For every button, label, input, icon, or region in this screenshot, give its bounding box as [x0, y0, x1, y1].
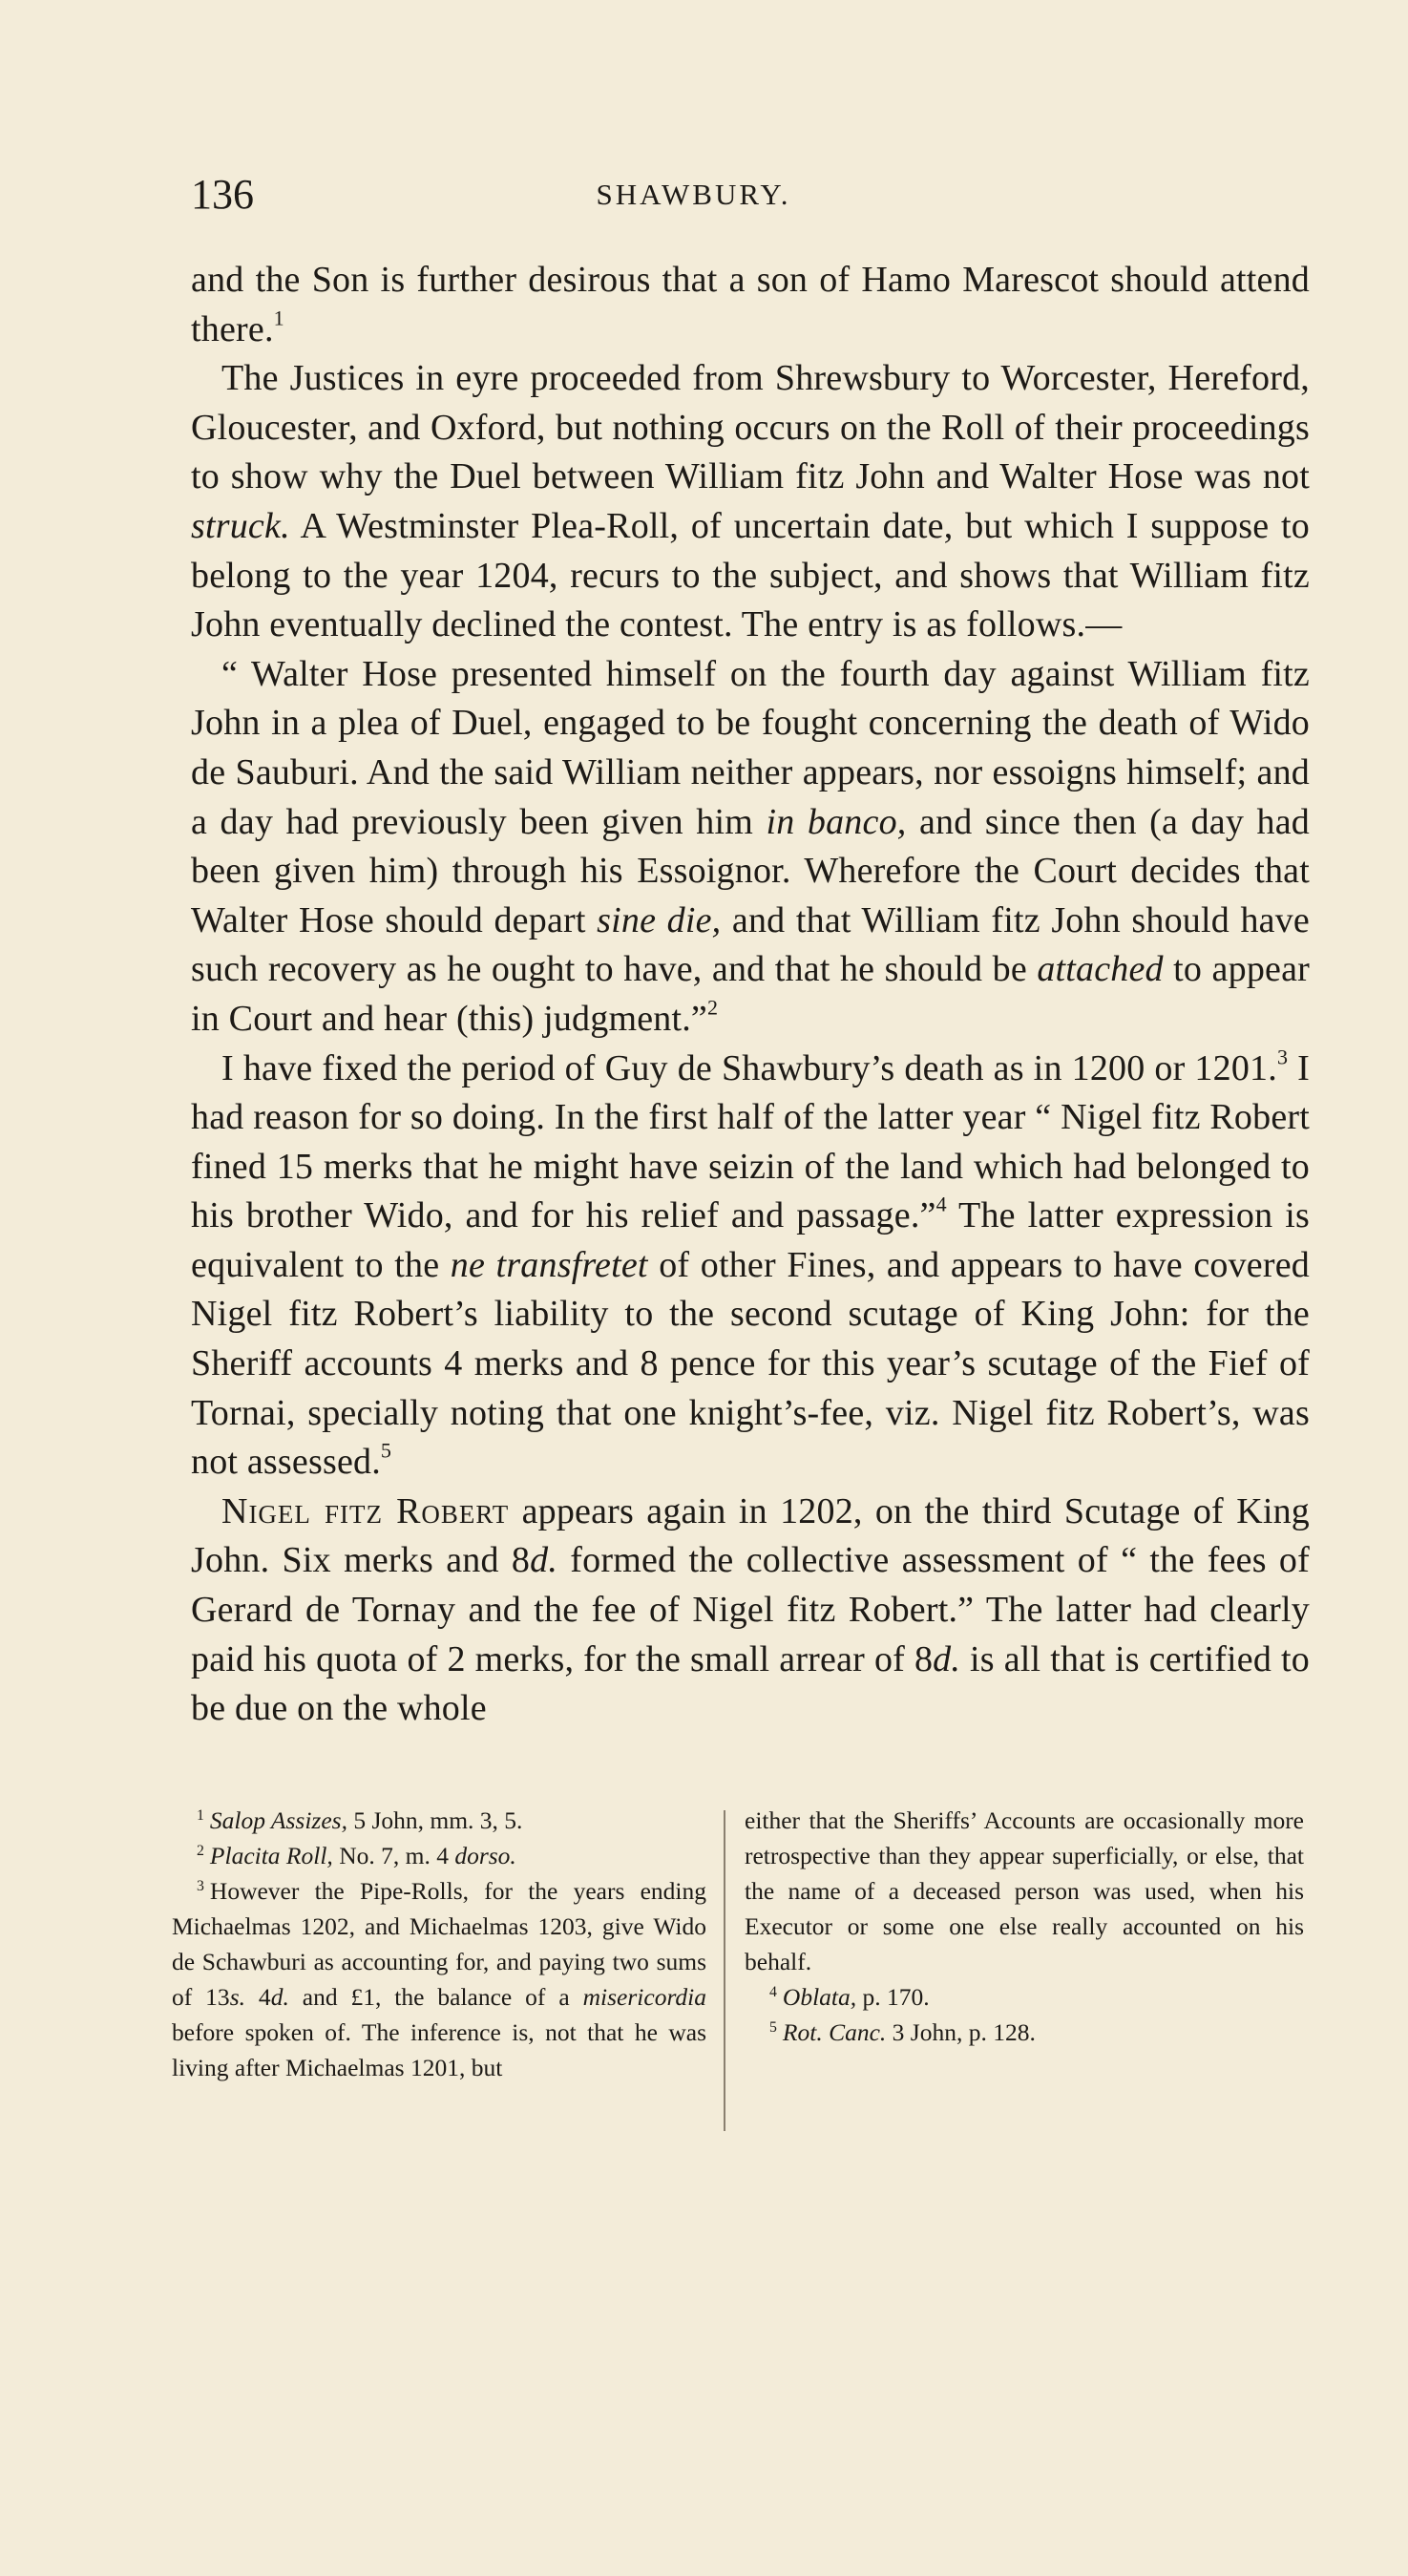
footnote-reference: 2 — [707, 995, 719, 1020]
footnote-4 — [745, 1979, 1304, 2015]
footnote-reference: 3 — [1276, 1044, 1289, 1068]
footnote-text — [783, 1983, 930, 2011]
italic-run: Placita Roll, — [209, 1842, 333, 1869]
footnote-marker: 1 — [197, 1806, 204, 1824]
footnote-text — [172, 1877, 706, 2081]
italic-run: d. — [933, 1638, 961, 1679]
italic-run: Rot. Canc. — [782, 2018, 887, 2046]
page-number: 136 — [191, 171, 254, 218]
text-run: The latter expression is equivalent to the — [191, 1195, 1310, 1285]
text-run: and that William fitz John should have such recovery as he ought to have, and that he should be — [191, 899, 1310, 990]
footnote-marker: 3 — [197, 1877, 204, 1894]
footnote-marker: 4 — [769, 1983, 777, 2000]
text-run: I have fixed the period of Guy de Shawbury’s death as in 1200 or 1201. — [221, 1047, 1277, 1088]
paragraph-5 — [191, 1488, 1310, 1734]
italic-run: in banco, — [766, 801, 907, 842]
text-run: of other Fines, and appears to have covered Nigel fitz Robert’s liability to the second scutage of King John: for the Sheriff accounts 4 merks and 8 pence for this year’s scutage of the Fief of Tornai, specially noting that one knight’s-fee, viz. Nigel fitz Robert’s, was not assessed. — [191, 1244, 1310, 1483]
running-title: SHAWBURY. — [596, 178, 791, 211]
italic-run: d. — [270, 1983, 289, 2011]
small-caps-run: Nigel fitz Robert — [221, 1490, 510, 1531]
text-run: is all that is certified to be due on the whole — [191, 1638, 1310, 1729]
column-divider — [724, 1810, 725, 2131]
italic-run: s. — [229, 1983, 245, 2011]
text-run: formed the collective assessment of “ the fees of Gerard de Tornay and the fee of Nigel fitz Robert.” The latter had clearly paid his quota of 2 merks, for the small arrear of 8 — [191, 1540, 1310, 1679]
text-run: and £1, the balance of a — [288, 1983, 583, 2011]
footnotes-right-column — [745, 1803, 1304, 2050]
footnote-reference: 1 — [273, 306, 284, 330]
footnote-marker: 5 — [769, 2018, 777, 2036]
text-run: to appear in Court and hear (this) judgment.” — [191, 949, 1311, 1039]
footnote-marker: 2 — [197, 1842, 204, 1859]
italic-run: attached — [1037, 949, 1164, 990]
italic-run: misericordia — [582, 1983, 707, 2011]
text-run: A Westminster Plea-Roll, of uncertain date, but which I suppose to belong to the year 1204, recurs to the subject, and shows that William fitz John eventually declined the contest. The entry is as follows.— — [191, 505, 1310, 645]
italic-run: Salop Assizes, — [209, 1806, 347, 1834]
text-run: However the Pipe-Rolls, for the years ending Michaelmas 1202, and Michaelmas 1203, give Wido de Schawburi as accounting for, and paying two sums of 13 — [172, 1877, 706, 2011]
paragraph-1 — [191, 256, 1310, 354]
footnote-3-continued — [745, 1803, 1304, 1979]
paragraph-4 — [191, 1045, 1310, 1488]
text-run: 5 John, mm. 3, 5. — [347, 1806, 523, 1834]
text-run: and the Son is further desirous that a son of Hamo Marescot should attend there. — [191, 260, 1310, 349]
paragraph-2 — [191, 354, 1310, 650]
italic-run: sine die, — [597, 899, 722, 940]
italic-run: d. — [530, 1540, 558, 1581]
running-head — [191, 170, 1196, 223]
italic-run: dorso. — [454, 1842, 516, 1869]
paragraph-3-quotation — [191, 650, 1310, 1045]
text-run: 3 John, p. 128. — [886, 2018, 1036, 2046]
text-run: appears again in 1202, on the third Scutage of King John. Six merks and 8 — [191, 1490, 1310, 1581]
footnote-3 — [172, 1873, 706, 2085]
text-run: and since then (a day had been given him) through his Essoignor. Wherefore the Court decides that Walter Hose should depart — [191, 801, 1310, 940]
italic-run: Oblata, — [782, 1983, 857, 2011]
text-run: No. 7, m. 4 — [332, 1842, 455, 1869]
text-run: before spoken of. The inference is, not that he was living after Michaelmas 1201, but — [172, 2018, 706, 2081]
footnote-text — [210, 1806, 523, 1834]
text-run: 4 — [245, 1983, 271, 2011]
footnote-5 — [745, 2015, 1304, 2050]
footnote-reference: 5 — [380, 1438, 392, 1463]
italic-run: ne transfretet — [450, 1244, 648, 1285]
body-text — [191, 256, 1310, 1734]
text-run: I had reason for so doing. In the first half of the latter year “ Nigel fitz Robert fined 15 merks that he might have seizin of the land which had belonged to his brother Wido, and for his relief and passage.” — [191, 1047, 1310, 1236]
text-run: either that the Sheriffs’ Accounts are occasionally more retrospective than they appear superficially, or else, that the name of a deceased person was used, when his Executor or some one else really accounted on his behalf. — [745, 1806, 1304, 1975]
text-run: The Justices in eyre proceeded from Shrewsbury to Worcester, Hereford, Gloucester, and Oxford, but nothing occurs on the Roll of their proceedings to show why the Duel between William fitz John and Walter Hose was not — [191, 358, 1310, 497]
italic-run: struck. — [191, 505, 290, 546]
footnote-reference: 4 — [935, 1192, 947, 1216]
footnote-text — [210, 1842, 516, 1869]
footnotes-left-column — [172, 1803, 706, 2085]
text-run: p. 170. — [856, 1983, 930, 2011]
footnote-1 — [172, 1803, 706, 1838]
text-run: “ Walter Hose presented himself on the fourth day against William fitz John in a plea of Duel, engaged to be fought concerning the death of Wido de Sauburi. And the said William neither appears, nor essoigns himself; and a day had previously been given him — [191, 653, 1310, 842]
footnote-text — [783, 2018, 1036, 2046]
footnote-2 — [172, 1838, 706, 1873]
